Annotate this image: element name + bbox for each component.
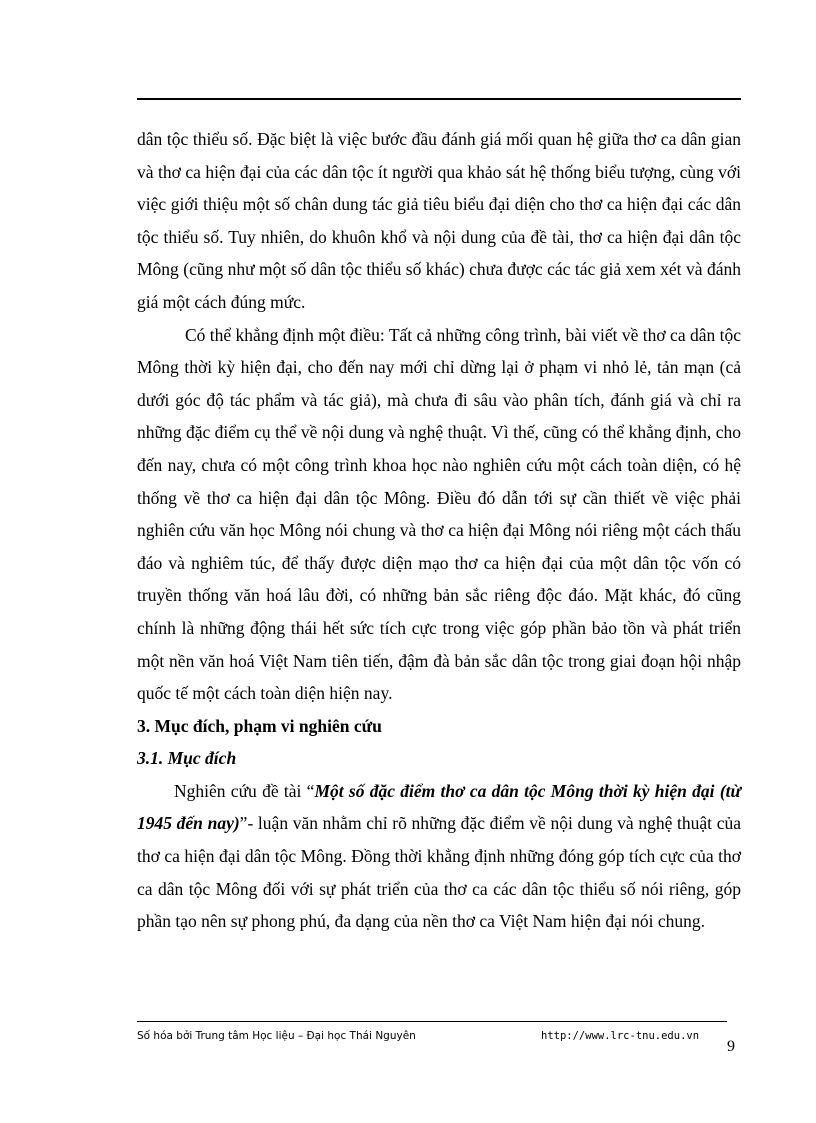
subsection-heading: 3.1. Mục đích: [137, 748, 237, 769]
paragraph-1: dân tộc thiểu số. Đặc biệt là việc bước đầu đánh giá mối quan hệ giữa thơ ca dân gian và thơ ca hiện đại của các dân tộc ít người qua khảo sát hệ thống biểu tượng, cùng với việc giới thiệu một số chân dung tác giả tiêu biểu đại diện cho thơ ca hiện đại các dân tộc thiểu số. Tuy nhiên, do khuôn khổ và nội dung của đề tài, thơ ca hiện đại dân tộc Mông (cũng như một số dân tộc thiểu số khác) chưa được các tác giả xem xét và đánh giá một cách đúng mức.: [137, 129, 741, 312]
thesis-title: Một số đặc điểm thơ ca dân tộc Mông thời kỳ hiện đại (từ 1945 đến nay): [137, 780, 742, 834]
footer-rule: [137, 1021, 727, 1022]
paragraph-3-rest: ”- luận văn nhằm chỉ rõ những đặc điểm về nội dung và nghệ thuật của thơ ca hiện đại dân tộc Mông. Đồng thời khẳng định những đóng góp tích cực của thơ ca dân tộc Mông đối với sự phát triển của thơ ca các dân tộc thiểu số nói riêng, góp phần tạo nên sự phong phú, đa dạng của nền thơ ca Việt Nam hiện đại nói chung.: [137, 813, 742, 932]
paragraph-2: Có thể khẳng định một điều: Tất cả những công trình, bài viết về thơ ca dân tộc Mông thời kỳ hiện đại, cho đến nay mới chỉ dừng lại ở phạm vi nhỏ lẻ, tản mạn (cả dưới góc độ tác phẩm và tác giả), mà chưa đi sâu vào phân tích, đánh giá và chỉ ra những đặc điểm cụ thể về nội dung và nghệ thuật. Vì thế, cũng có thể khẳng định, cho đến nay, chưa có một công trình khoa học nào nghiên cứu một cách toàn diện, có hệ thống về thơ ca hiện đại dân tộc Mông. Điều đó dẫn tới sự cần thiết về việc phải nghiên cứu văn học Mông nói chung và thơ ca hiện đại Mông nói riêng một cách thấu đáo và nghiêm túc, để thấy được diện mạo thơ ca hiện đại của một dân tộc vốn có truyền thống văn hoá lâu đời, có những bản sắc riêng độc đáo. Mặt khác, đó cũng chính là những động thái hết sức tích cực trong việc góp phần bảo tồn và phát triển một nền văn hoá Việt Nam tiên tiến, đậm đà bản sắc dân tộc trong giai đoạn hội nhập quốc tế một cách toàn diện hiện nay.: [137, 324, 741, 704]
section-heading: 3. Mục đích, phạm vi nghiên cứu: [137, 715, 382, 736]
header-rule: [137, 98, 741, 100]
paragraph-3: [137, 775, 741, 938]
paragraph-3-intro: Nghiên cứu đề tài “: [174, 780, 315, 801]
footer-source: Số hóa bởi Trung tâm Học liệu – Đại học Thái Nguyên: [137, 1030, 416, 1042]
page-number: 9: [727, 1038, 735, 1055]
document-body: [137, 123, 741, 938]
footer-url: http://www.lrc-tnu.edu.vn: [541, 1030, 700, 1042]
